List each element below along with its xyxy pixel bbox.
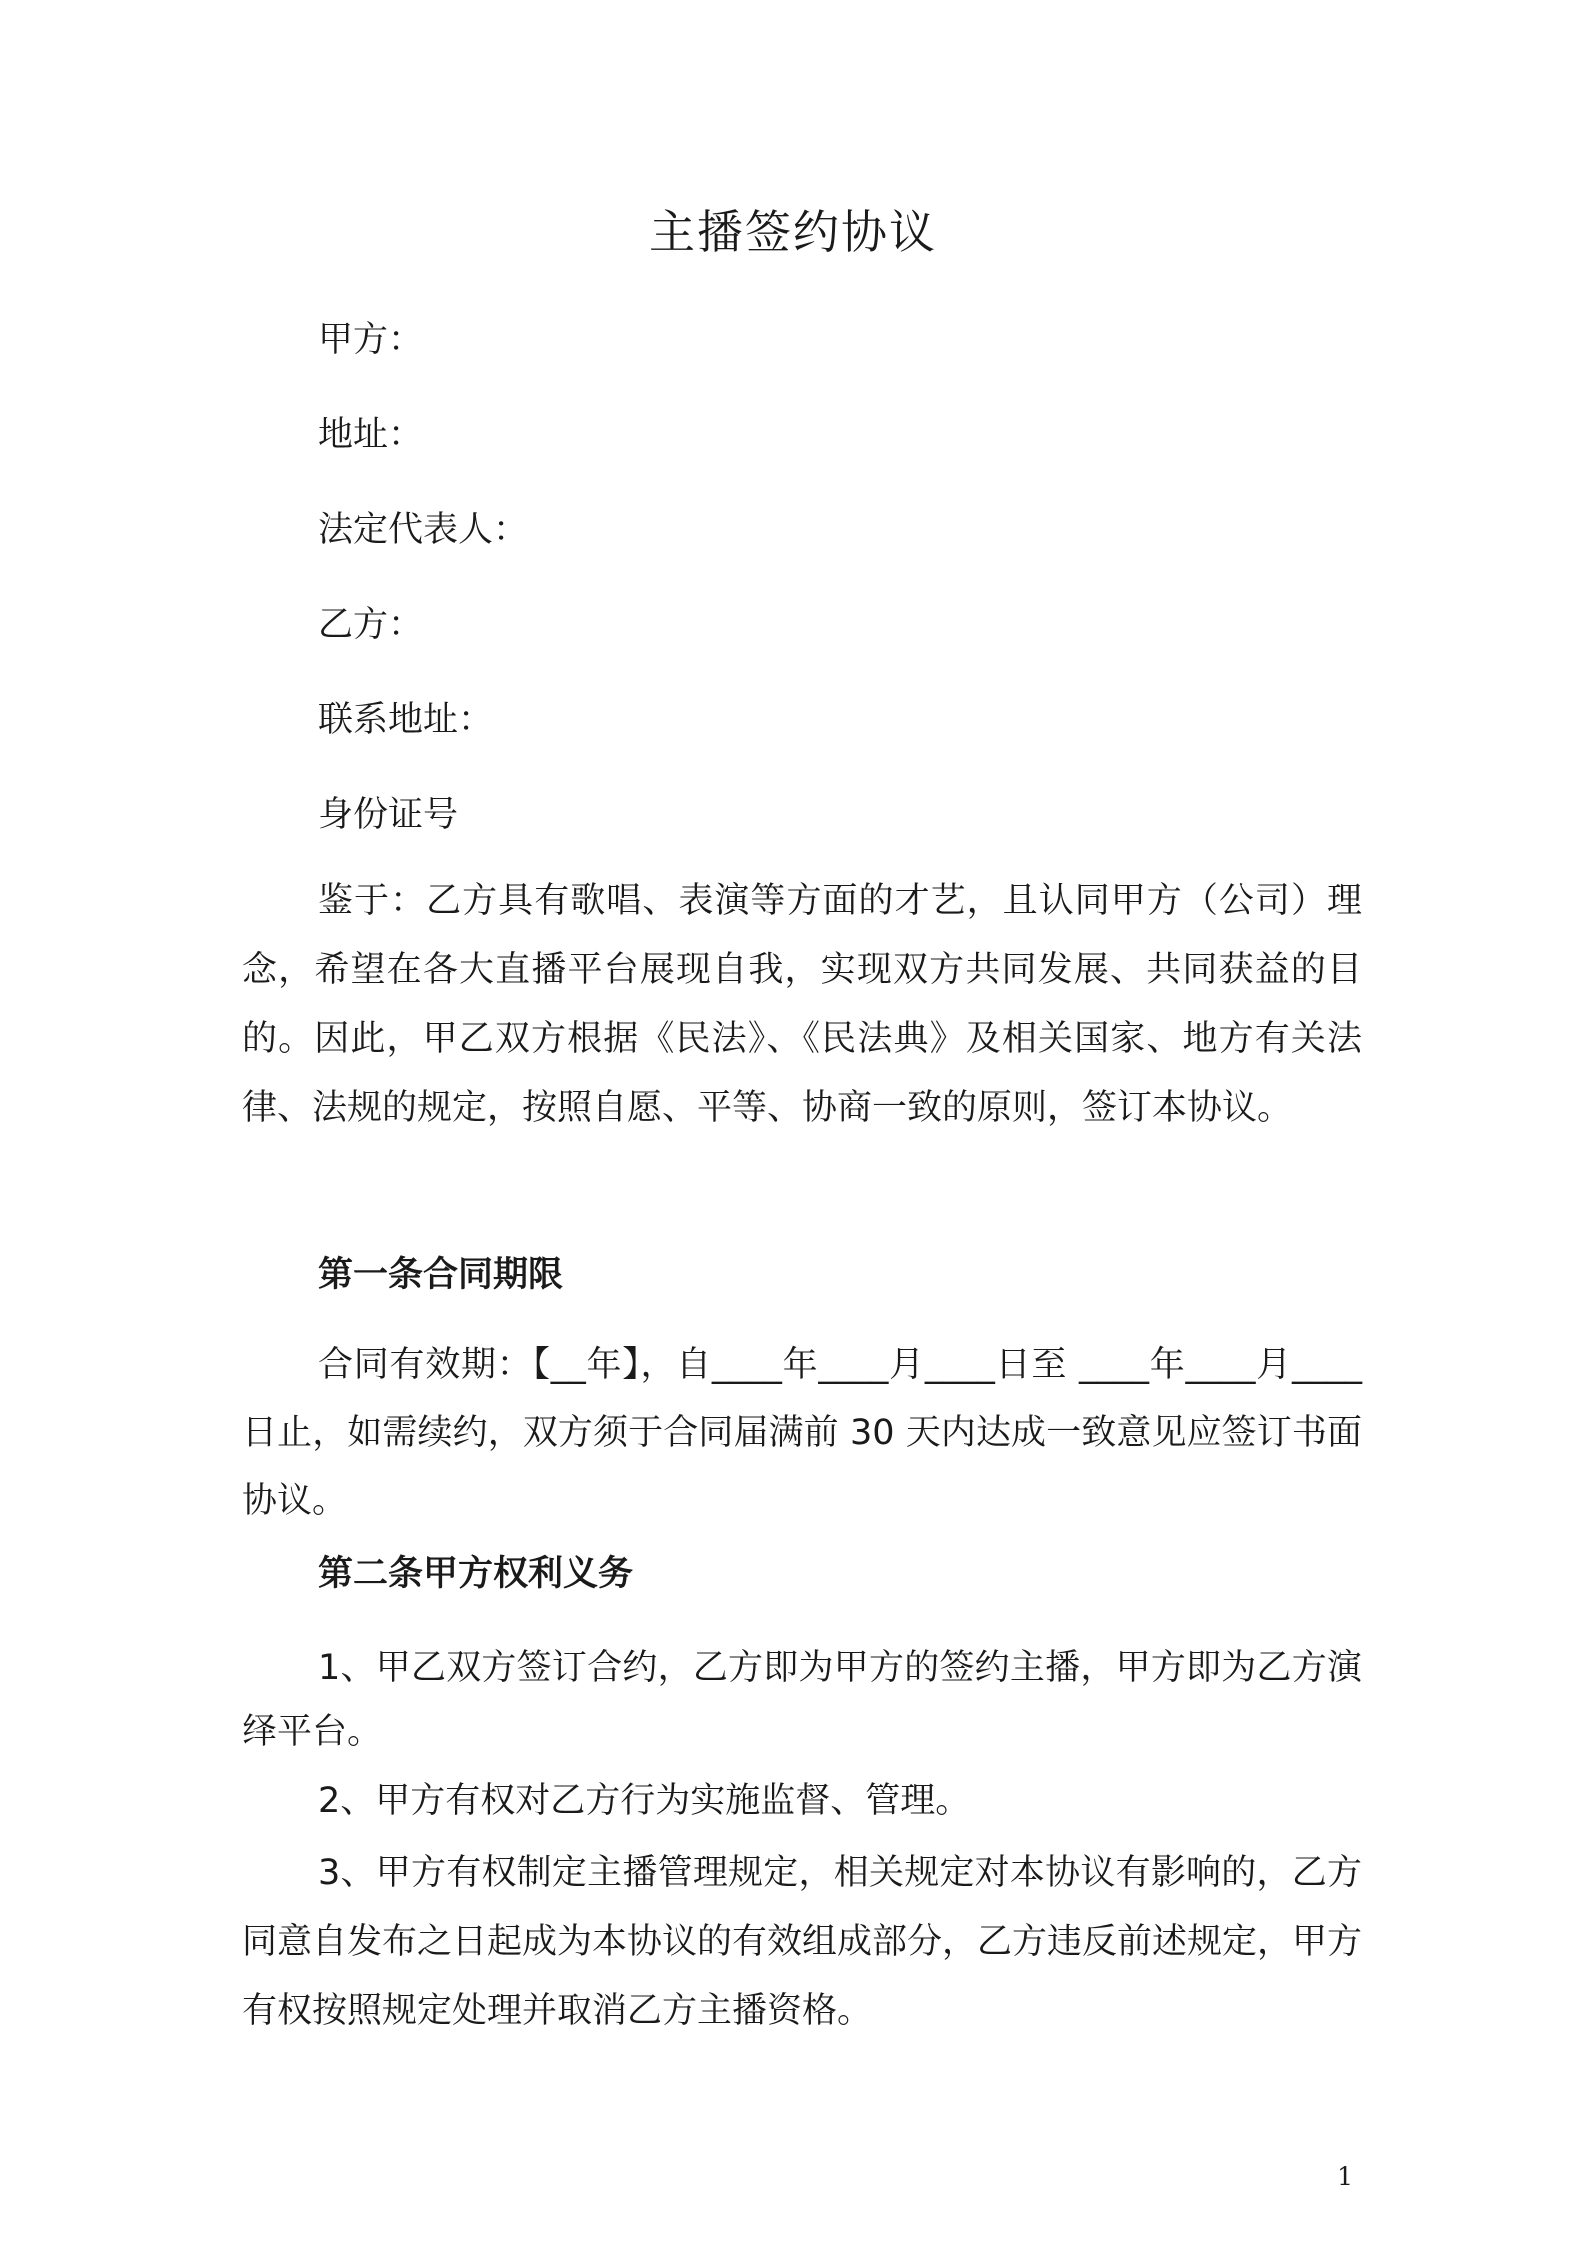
- article-2-heading: 第二条甲方权利义务: [318, 1554, 634, 1594]
- party-b-label: 乙方：: [318, 605, 424, 645]
- party-a-label: 甲方：: [318, 320, 424, 360]
- article-2-item-3: 3、甲方有权制定主播管理规定，相关规定对本协议有影响的，乙方同意自发布之日起成为本协议的有效组成部分，乙方违反前述规定，甲方有权按照规定处理并取消乙方主播资格。: [242, 1853, 1363, 2031]
- article-2-item-2: 2、甲方有权对乙方行为实施监督、管理。: [318, 1781, 971, 1821]
- article-1-paragraph: 合同有效期：【__年】，自____年____月____日至 ____年____月____日止，如需续约，双方须于合同届满前 30 天内达成一致意见应签订书面协议。: [242, 1345, 1362, 1521]
- address-label: 地址：: [318, 415, 424, 455]
- legal-representative-label: 法定代表人：: [318, 510, 529, 550]
- id-number-label: 身份证号: [318, 795, 459, 835]
- article-2-item-1: 1、甲乙双方签订合约，乙方即为甲方的签约主播，甲方即为乙方演绎平台。: [242, 1648, 1362, 1752]
- page-number: 1: [1337, 2162, 1353, 2191]
- contact-address-label: 联系地址：: [318, 700, 494, 740]
- document-title: 主播签约协议: [649, 205, 937, 259]
- article-1-heading: 第一条合同期限: [318, 1255, 564, 1295]
- preamble-paragraph: 鉴于：乙方具有歌唱、表演等方面的才艺，且认同甲方（公司）理念，希望在各大直播平台展现自我，实现双方共同发展、共同获益的目的。因此，甲乙双方根据《民法》、《民法典》及相关国家、地方有关法律、法规的规定，按照自愿、平等、协商一致的原则，签订本协议。: [242, 881, 1362, 1128]
